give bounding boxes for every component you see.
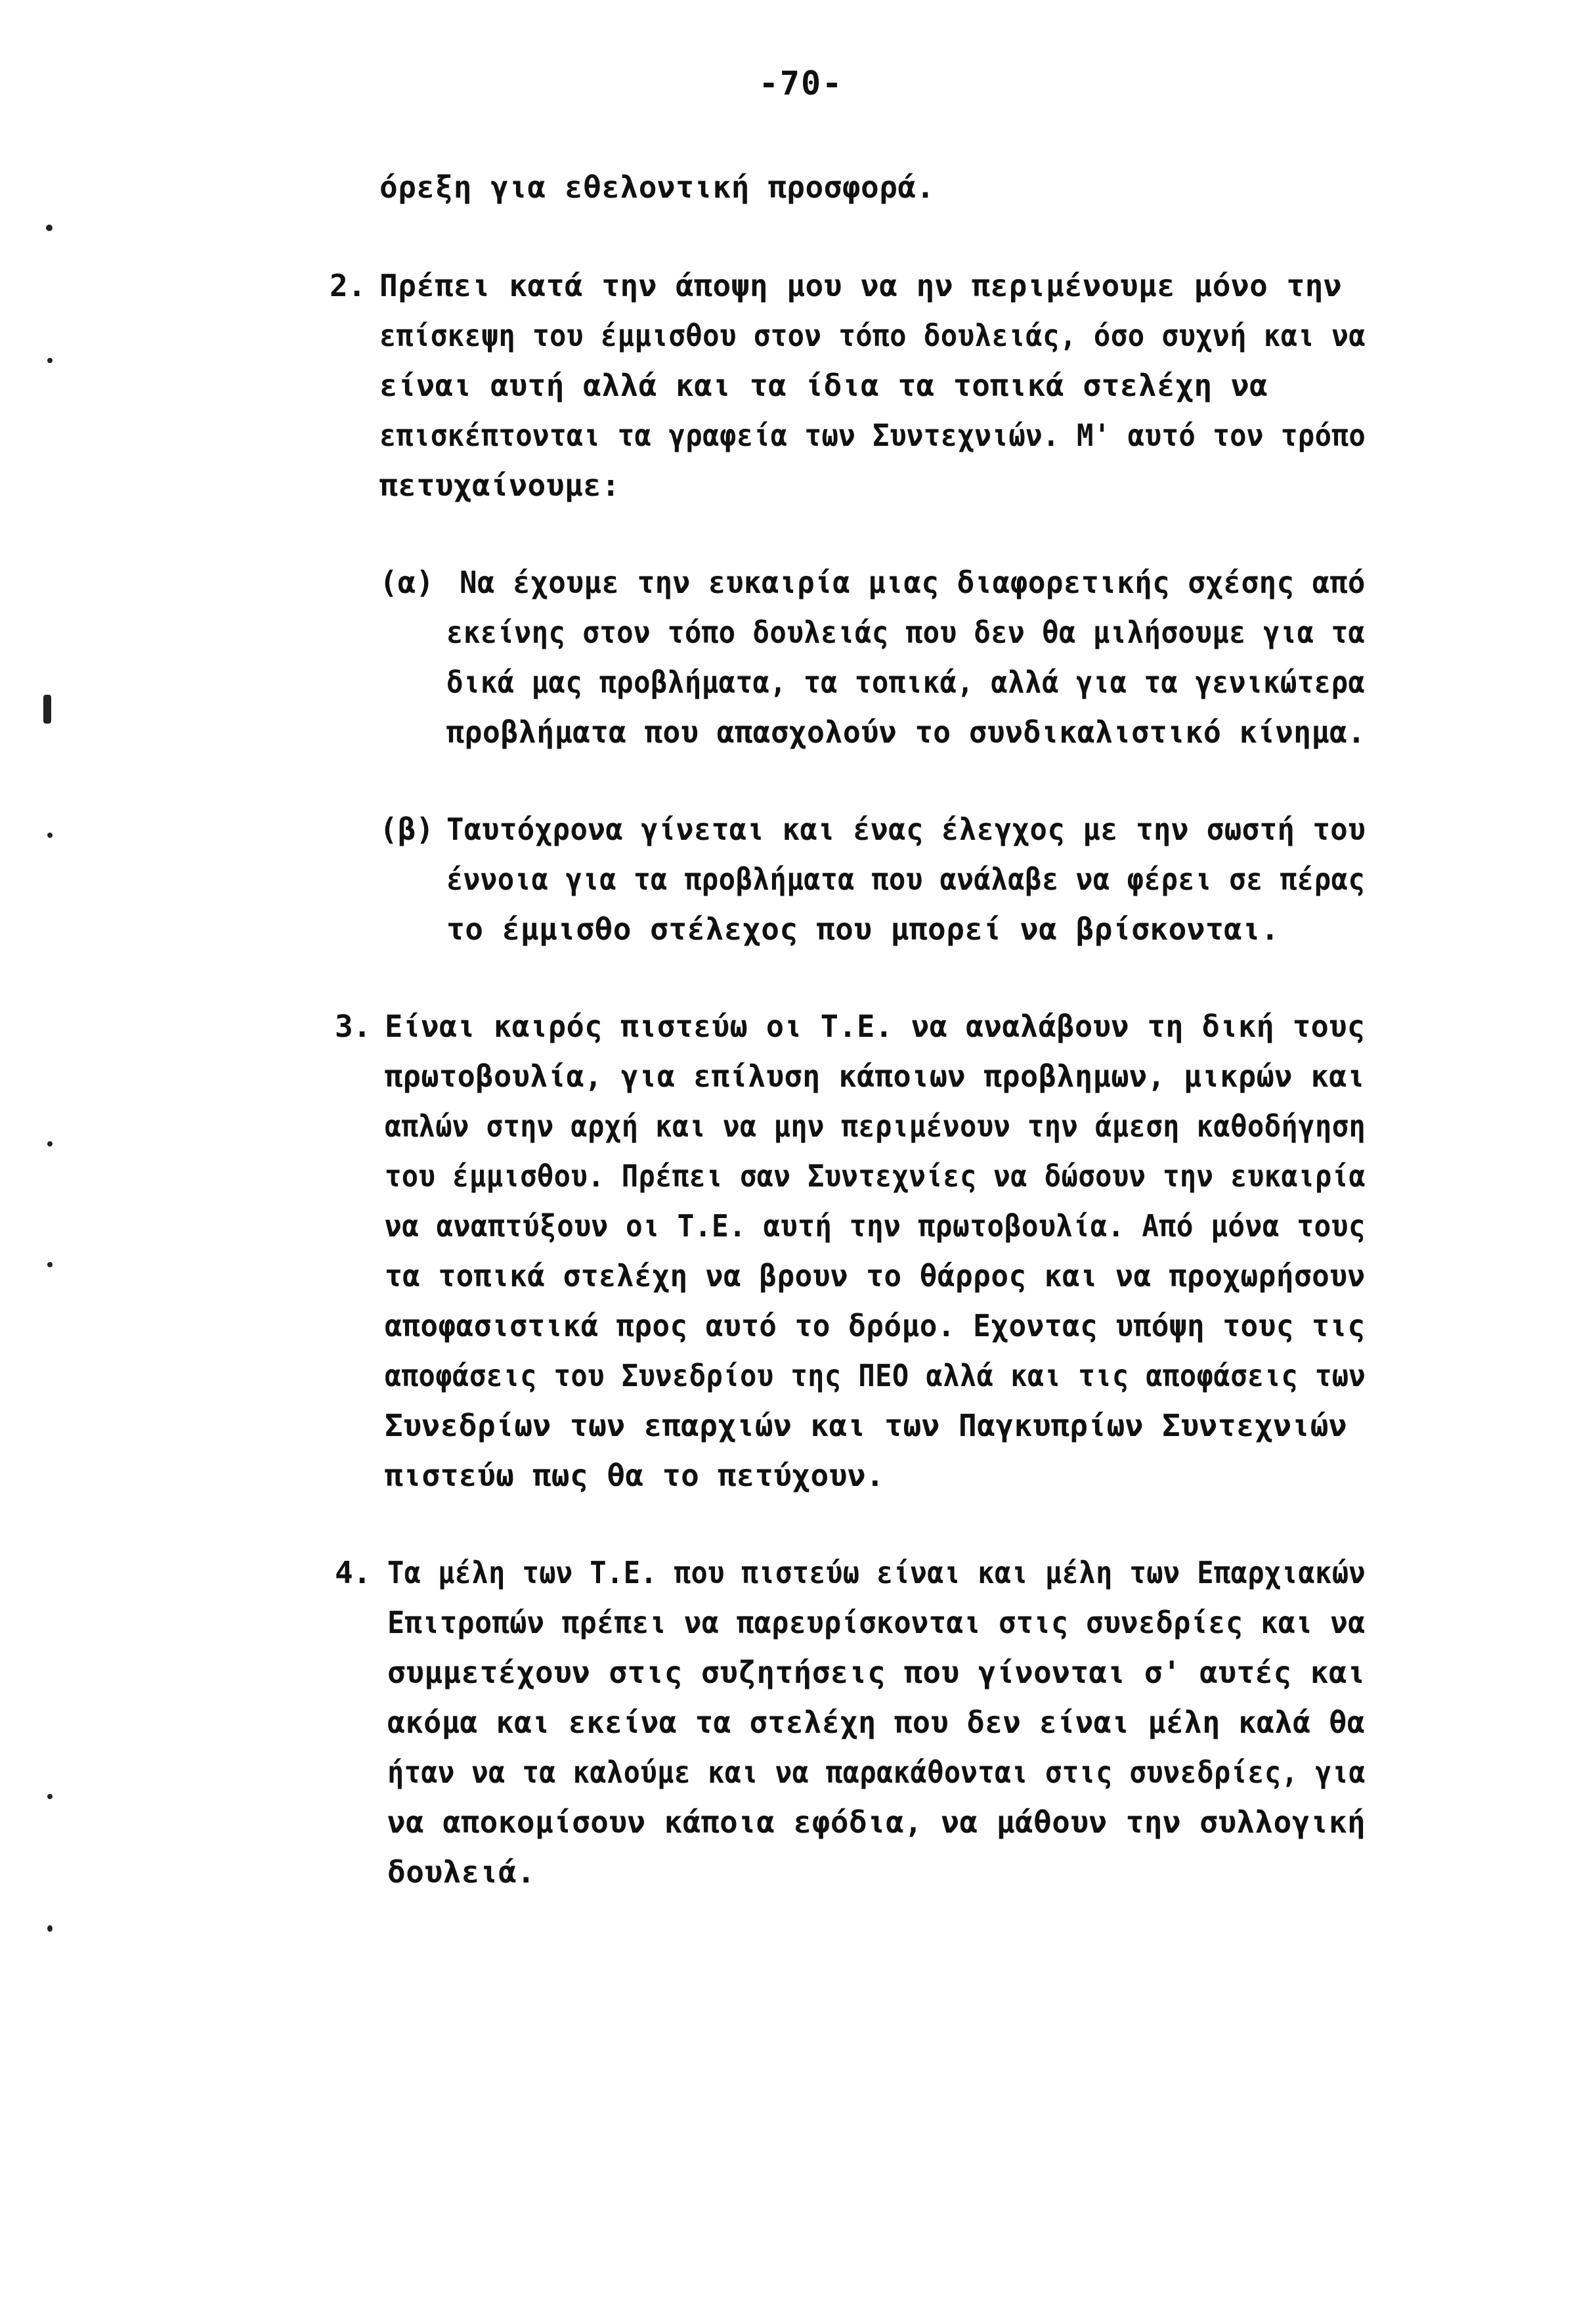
item-3-line: Είναι καιρός πιστεύω οι Τ.Ε. να αναλάβουν τη δική τους	[385, 1009, 1366, 1044]
item-2-line: επίσκεψη του έμμισθου στον τόπο δουλειάς, όσο συχνή και να	[379, 318, 1366, 353]
scan-speck	[47, 1794, 53, 1799]
item-2a-line: προβλήματα που απασχολούν το συνδικαλιστικό κίνημα.	[446, 714, 1366, 750]
scan-speck	[47, 1141, 53, 1146]
item-3-line: του έμμισθου. Πρέπει σαν Συντεχνίες να δώσουν την ευκαιρία	[385, 1158, 1366, 1194]
page-number: -70-	[758, 64, 844, 102]
item-3-line: πρωτοβουλία, για επίλυση κάποιων προβλημων, μικρών και	[385, 1058, 1366, 1094]
item-4-line: ήταν να τα καλούμε και να παρακάθονται στις συνεδρίες, για	[387, 1754, 1366, 1790]
item-2b-line: Ταυτόχρονα γίνεται και ένας έλεγχος με την σωστή του	[446, 812, 1366, 847]
item-2-marker: 2.	[330, 268, 366, 303]
item-4-line: να αποκομίσουν κάποια εφόδια, να μάθουν την συλλογική	[387, 1804, 1366, 1840]
scan-speck	[47, 1925, 53, 1932]
item-2b-marker: (β)	[379, 812, 435, 847]
item-2b-line: έννοια για τα προβλήματα που ανάλαβε να φέρει σε πέρας	[446, 861, 1366, 897]
scan-speck	[43, 695, 51, 724]
item-2-line: Πρέπει κατά την άποψη μου να ην περιμένουμε μόνο την	[379, 268, 1343, 303]
item-2a-line: εκείνης στον τόπο δουλειάς που δεν θα μιλήσουμε για τα	[446, 615, 1366, 650]
item-3-marker: 3.	[335, 1009, 372, 1044]
item-3-line: να αναπτύξουν οι Τ.Ε. αυτή την πρωτοβουλία. Από μόνα τους	[385, 1208, 1366, 1244]
item-4-marker: 4.	[335, 1555, 372, 1590]
item-2-line: πετυχαίνουμε:	[379, 468, 620, 503]
item-3-line: Συνεδρίων των επαρχιών και των Παγκυπρίων Συντεχνιών	[385, 1408, 1348, 1443]
item-4-line: Επιτροπών πρέπει να παρευρίσκονται στις συνεδρίες και να	[387, 1605, 1366, 1640]
scan-speck	[46, 225, 53, 231]
item-2b-line: το έμμισθο στέλεχος που μπορεί να βρίσκονται.	[446, 911, 1280, 947]
item-4-line: Τα μέλη των Τ.Ε. που πιστεύω είναι και μέλη των Επαρχιακών	[387, 1555, 1366, 1590]
scan-speck	[47, 833, 53, 838]
item-2a-line: δικά μας προβλήματα, τα τοπικά, αλλά για τα γενικώτερα	[446, 665, 1366, 700]
item-3-line: πιστεύω πως θα το πετύχουν.	[385, 1458, 885, 1493]
item-4-line: δουλειά.	[387, 1854, 536, 1890]
item-3-line: αποφάσεις του Συνεδρίου της ΠΕΟ αλλά και τις αποφάσεις των	[385, 1358, 1366, 1393]
item-3-line: απλών στην αρχή και να μην περιμένουν την άμεση καθοδήγηση	[385, 1108, 1366, 1144]
item-4-line: ακόμα και εκείνα τα στελέχη που δεν είναι μέλη καλά θα	[387, 1705, 1366, 1740]
item-3-line: τα τοπικά στελέχη να βρουν το θάρρος και να προχωρήσουν	[385, 1258, 1366, 1294]
item-2a-line: Να έχουμε την ευκαιρία μιας διαφορετικής σχέσης από	[460, 565, 1366, 600]
item-3-line: αποφασιστικά προς αυτό το δρόμο. Εχοντας υπόψη τους τις	[385, 1308, 1366, 1343]
item-2-line: επισκέπτονται τα γραφεία των Συντεχνιών. Μ' αυτό τον τρόπο	[379, 418, 1366, 453]
scan-speck	[47, 1262, 53, 1267]
scan-speck	[47, 358, 53, 363]
item-4-line: συμμετέχουν στις συζητήσεις που γίνονται σ' αυτές και	[387, 1655, 1366, 1690]
item-2-line: είναι αυτή αλλά και τα ίδια τα τοπικά στελέχη να	[379, 368, 1268, 403]
intro-line: όρεξη για εθελοντική προσφορά.	[379, 169, 935, 205]
item-2a-marker: (α)	[379, 565, 435, 600]
